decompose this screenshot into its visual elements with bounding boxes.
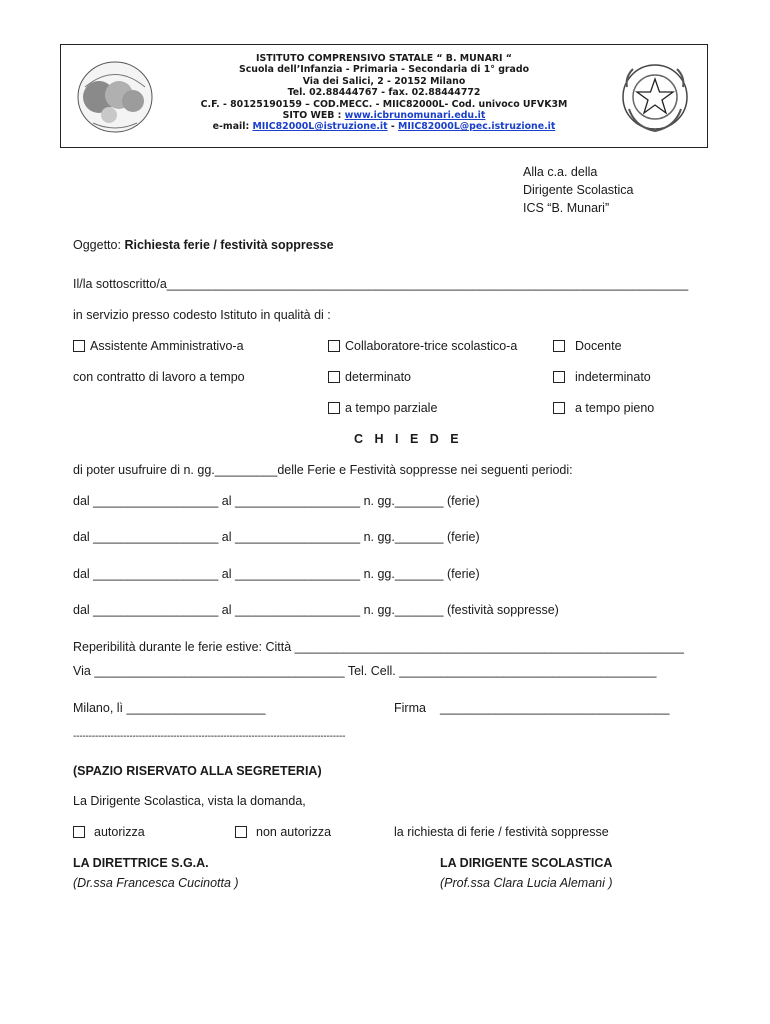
website-label: SITO WEB : [282, 110, 345, 122]
period-row-3[interactable]: dal __________________ al __________________ n. gg._______ (ferie) [73, 567, 480, 581]
office-intro: La Dirigente Scolastica, vista la domanda, [73, 794, 306, 808]
signer-field[interactable]: Il/la sottoscritto/a___________________________________________________________________________ [73, 277, 689, 291]
school-name: ISTITUTO COMPRENSIVO STATALE “ B. MUNARI “ [256, 53, 512, 64]
contract-full-label: a tempo pieno [575, 401, 655, 415]
not-authorize-option[interactable] [235, 825, 331, 839]
availability-city-field[interactable]: Reperibilità durante le ferie estive: Città ________________________________________________________ [73, 640, 684, 654]
contract-det-option[interactable] [328, 370, 411, 384]
school-header-text [166, 53, 602, 133]
contract-indet-label: indeterminato [575, 370, 651, 384]
school-phone: Tel. 02.88444767 - fax. 02.88444772 [287, 87, 481, 99]
contract-label: con contratto di lavoro a tempo [73, 370, 245, 384]
contract-part-checkbox[interactable] [328, 402, 340, 414]
pec-email-link[interactable]: MIIC82000L@pec.istruzione.it [398, 121, 556, 133]
not-authorize-checkbox[interactable] [235, 826, 247, 838]
period-row-2[interactable]: dal __________________ al __________________ n. gg._______ (ferie) [73, 530, 480, 544]
days-request-line [73, 463, 573, 477]
subject-text: Richiesta ferie / festività soppresse [124, 238, 334, 252]
contract-indet-option[interactable] [553, 370, 651, 384]
addressee-line-1: Alla c.a. della [523, 165, 598, 179]
email-label: e-mail: [212, 121, 253, 133]
email-link[interactable]: MIIC82000L@istruzione.it [252, 121, 388, 133]
dsga-title: LA DIRETTRICE S.G.A. [73, 856, 209, 870]
not-authorize-label: non autorizza [256, 825, 332, 839]
authorize-label: autorizza [94, 825, 145, 839]
section-divider: --------------------------------------------------------------------------------------- [73, 731, 346, 742]
request-heading: C H I E D E [354, 432, 463, 446]
days-count-field[interactable]: _________ [214, 463, 278, 477]
signature-label: Firma [394, 701, 426, 715]
email-separator: - [387, 121, 399, 133]
place-date-field[interactable]: Milano, lì ____________________ [73, 701, 266, 715]
addressee-line-2: Dirigente Scolastica [523, 183, 634, 197]
contract-det-label: determinato [345, 370, 412, 384]
school-logo-icon [75, 57, 155, 137]
school-codes: C.F. - 80125190159 – COD.MECC. - MIIC82000L- Cod. univoco UFVK3M [200, 98, 568, 110]
role-collab-option[interactable] [328, 339, 517, 353]
website-link[interactable]: www.icbrunomunari.edu.it [344, 110, 486, 122]
address-phone-field[interactable]: Via ____________________________________ Tel. Cell. _____________________________________ [73, 664, 657, 678]
italian-republic-emblem-icon [615, 57, 695, 137]
authorize-option[interactable] [73, 825, 145, 839]
role-collab-label: Collaboratore-trice scolastico-a [345, 339, 518, 353]
letterhead [60, 44, 708, 148]
school-email-line [166, 121, 602, 132]
principal-name: (Prof.ssa Clara Lucia Alemani ) [440, 876, 613, 890]
role-assistant-label: Assistente Amministrativo-a [90, 339, 244, 353]
role-teacher-option[interactable] [553, 339, 622, 353]
authorize-checkbox[interactable] [73, 826, 85, 838]
contract-indet-checkbox[interactable] [553, 371, 565, 383]
dsga-name: (Dr.ssa Francesca Cucinotta ) [73, 876, 239, 890]
service-text: in servizio presso codesto Istituto in qualità di : [73, 308, 331, 322]
contract-full-option[interactable] [553, 401, 654, 415]
contract-part-label: a tempo parziale [345, 401, 438, 415]
role-assistant-checkbox[interactable] [73, 340, 85, 352]
period-row-1[interactable]: dal __________________ al __________________ n. gg._______ (ferie) [73, 494, 480, 508]
contract-det-checkbox[interactable] [328, 371, 340, 383]
role-teacher-label: Docente [575, 339, 622, 353]
office-section-title: (SPAZIO RISERVATO ALLA SEGRETERIA) [73, 764, 322, 778]
school-levels: Scuola dell’Infanzia - Primaria - Secondaria di 1° grado [238, 64, 530, 76]
subject-label: Oggetto: [73, 238, 125, 252]
period-row-4[interactable]: dal __________________ al __________________ n. gg._______ (festività soppresse) [73, 603, 559, 617]
role-teacher-checkbox[interactable] [553, 340, 565, 352]
days-before-text: di poter usufruire di n. gg. [73, 463, 215, 477]
role-collab-checkbox[interactable] [328, 340, 340, 352]
contract-full-checkbox[interactable] [553, 402, 565, 414]
school-website-line [166, 110, 602, 121]
school-address: Via dei Salici, 2 - 20152 Milano [302, 75, 466, 87]
subject-line [73, 238, 334, 252]
addressee-line-3: ICS “B. Munari” [523, 201, 610, 215]
signature-field[interactable]: _________________________________ [440, 701, 670, 715]
role-assistant-option[interactable] [73, 339, 244, 353]
request-reference: la richiesta di ferie / festività soppresse [394, 825, 609, 839]
contract-part-option[interactable] [328, 401, 437, 415]
principal-title: LA DIRIGENTE SCOLASTICA [440, 856, 613, 870]
days-after-text: delle Ferie e Festività soppresse nei seguenti periodi: [277, 463, 573, 477]
